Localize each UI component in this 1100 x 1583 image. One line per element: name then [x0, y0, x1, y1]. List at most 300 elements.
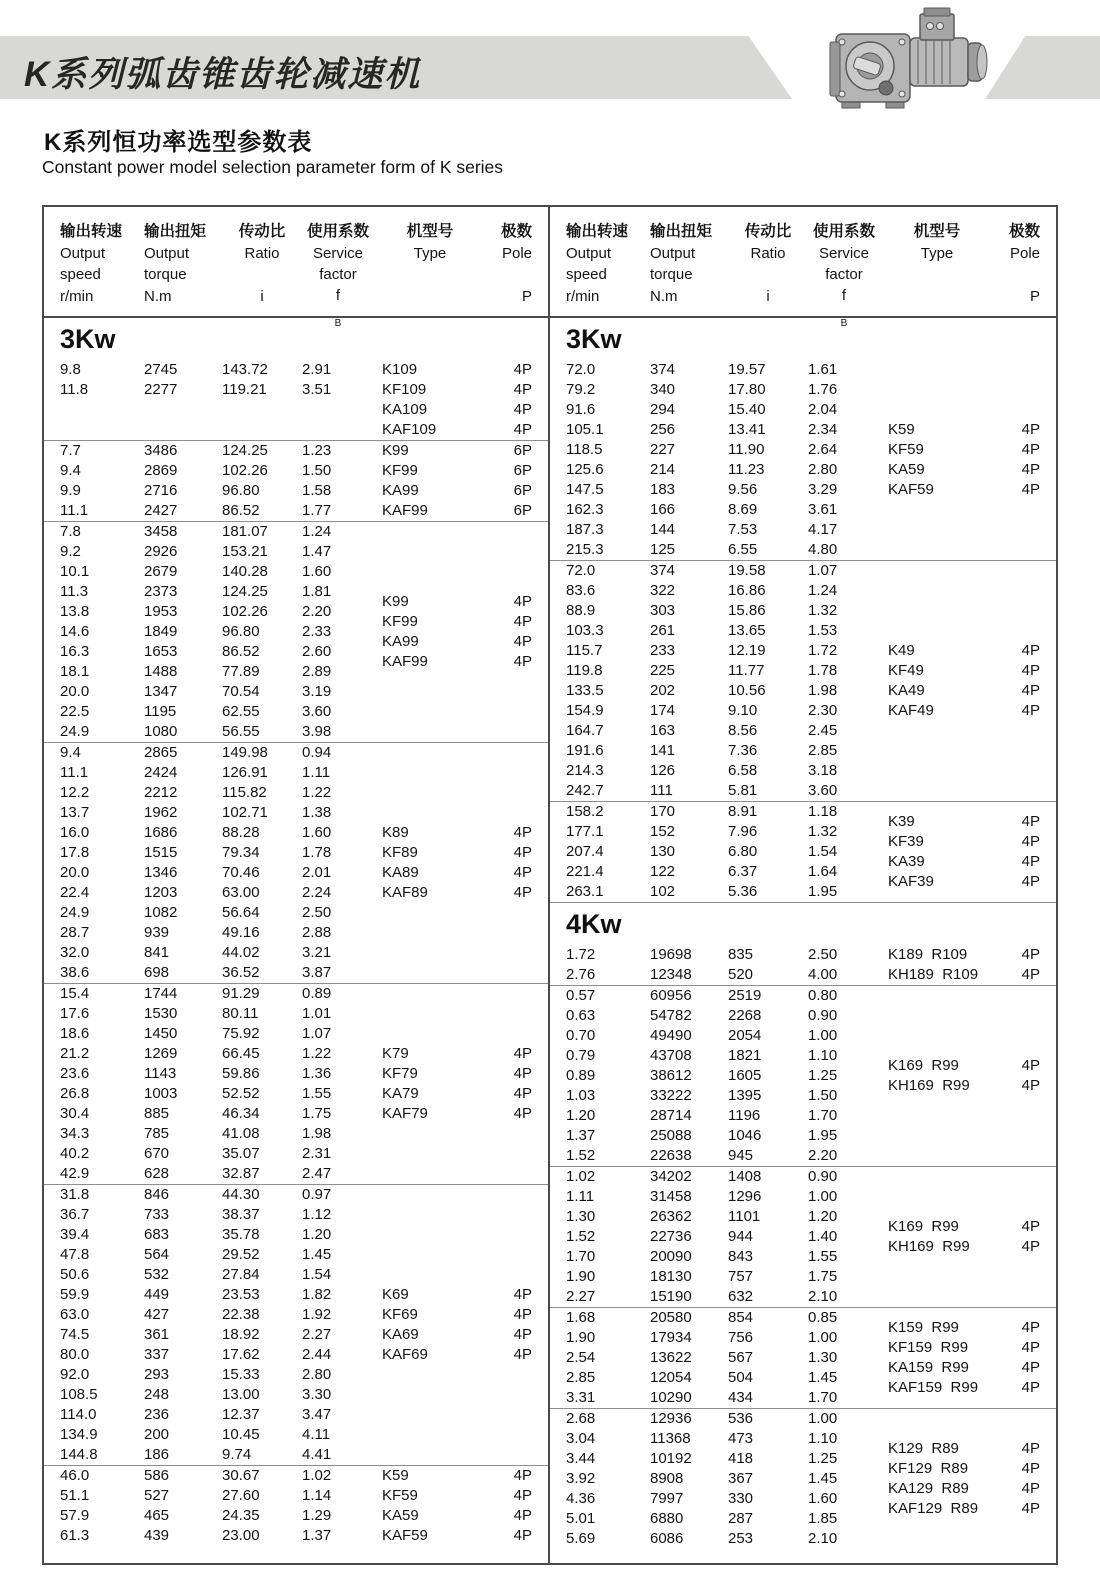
speed-cell: 114.0 [60, 1406, 97, 1423]
factor-cell: 3.47 [302, 1406, 332, 1423]
speed-cell: 10.1 [60, 563, 90, 580]
torque-cell: 248 [144, 1386, 170, 1403]
type-name: K89 [382, 824, 409, 841]
ratio-cell: 88.28 [222, 824, 260, 841]
speed-cell: 80.0 [60, 1346, 90, 1363]
type-list [880, 1167, 1056, 1307]
type-name: K39 [888, 813, 915, 830]
ratio-cell: 29.52 [222, 1246, 260, 1263]
table-row [60, 722, 374, 742]
factor-cell: 1.45 [808, 1369, 838, 1386]
speed-cell: 34.3 [60, 1125, 90, 1142]
banner-right-wedge [985, 36, 1100, 99]
ratio-cell: 15.33 [222, 1366, 260, 1383]
table-group [44, 983, 548, 1184]
torque-cell: 54782 [650, 1007, 692, 1024]
type-name: KF69 [382, 1306, 418, 1323]
type-name: KAF59 [382, 1527, 428, 1544]
type-name: KA109 [382, 401, 428, 418]
type-name: KA89 [382, 864, 419, 881]
type-name: K159 R99 [888, 1319, 959, 1336]
table-row [60, 461, 374, 481]
header-pole: 极数 Pole P [500, 223, 532, 305]
ratio-cell: 8.91 [728, 803, 758, 820]
type-row [382, 1064, 532, 1084]
speed-cell: 158.2 [566, 803, 604, 820]
table-row [566, 1469, 880, 1489]
torque-cell: 31458 [650, 1188, 692, 1205]
table-row [566, 1026, 880, 1046]
torque-cell: 303 [650, 602, 676, 619]
torque-cell: 7997 [650, 1490, 684, 1507]
factor-cell: 2.89 [302, 663, 332, 680]
table-row [60, 923, 374, 943]
factor-cell: 4.11 [302, 1426, 331, 1443]
torque-cell: 698 [144, 964, 170, 981]
header-output-speed: 输出转速 Output speed r/min [566, 223, 629, 305]
type-list [880, 360, 1056, 560]
ratio-cell: 11.23 [728, 461, 765, 478]
speed-cell: 17.6 [60, 1005, 90, 1022]
torque-cell: 322 [650, 582, 676, 599]
factor-cell: 1.30 [808, 1349, 838, 1366]
torque-cell: 1347 [144, 683, 178, 700]
factor-cell: 3.60 [808, 782, 838, 799]
torque-cell: 1530 [144, 1005, 178, 1022]
factor-cell: 1.98 [808, 682, 838, 699]
torque-cell: 885 [144, 1105, 170, 1122]
type-name: K59 [382, 1467, 409, 1484]
pole-value: 4P [1021, 1460, 1040, 1477]
speed-cell: 162.3 [566, 501, 604, 518]
type-name: KF109 [382, 381, 427, 398]
table-row [566, 701, 880, 721]
table-row [566, 641, 880, 661]
factor-cell: 1.64 [808, 863, 838, 880]
speed-cell: 4.36 [566, 1490, 596, 1507]
ratio-cell: 86.52 [222, 643, 260, 660]
torque-cell: 449 [144, 1286, 170, 1303]
type-row [382, 1305, 532, 1325]
torque-cell: 340 [650, 381, 676, 398]
speed-cell: 21.2 [60, 1045, 90, 1062]
table-row [60, 1044, 374, 1064]
factor-cell: 0.85 [808, 1309, 838, 1326]
numeric-rows [44, 360, 374, 440]
factor-cell: 2.50 [302, 904, 332, 921]
ratio-cell: 30.67 [222, 1467, 260, 1484]
type-name: K69 [382, 1286, 409, 1303]
ratio-cell: 9.10 [728, 702, 758, 719]
ratio-cell: 59.86 [222, 1065, 260, 1082]
torque-cell: 527 [144, 1487, 170, 1504]
factor-cell: 3.51 [302, 381, 332, 398]
table-row [60, 1405, 374, 1425]
factor-cell: 1.37 [302, 1527, 332, 1544]
speed-cell: 42.9 [60, 1165, 90, 1182]
type-name: KH169 R99 [888, 1077, 970, 1094]
factor-cell: 2.47 [302, 1165, 332, 1182]
table-row [60, 622, 374, 642]
speed-cell: 0.70 [566, 1027, 596, 1044]
factor-cell: 4.00 [808, 966, 838, 983]
torque-cell: 2373 [144, 583, 178, 600]
table-row [566, 440, 880, 460]
ratio-cell: 35.78 [222, 1226, 260, 1243]
factor-cell: 1.78 [302, 844, 332, 861]
type-row [888, 661, 1040, 681]
torque-cell: 10290 [650, 1389, 692, 1406]
table-row [60, 984, 374, 1004]
ratio-cell: 49.16 [222, 924, 260, 941]
table-row [60, 682, 374, 702]
ratio-cell: 102.26 [222, 462, 268, 479]
factor-cell: 2.34 [808, 421, 838, 438]
type-row [382, 1466, 532, 1486]
table-row [566, 400, 880, 420]
speed-cell: 105.1 [566, 421, 604, 438]
factor-cell: 2.20 [302, 603, 332, 620]
table-row [566, 1409, 880, 1429]
factor-cell: 1.40 [808, 1228, 838, 1245]
factor-cell: 4.41 [302, 1446, 332, 1463]
torque-cell: 141 [650, 742, 676, 759]
type-name: KA59 [382, 1507, 419, 1524]
type-name: KA59 [888, 461, 925, 478]
ratio-cell: 19.58 [728, 562, 766, 579]
table-row [60, 1345, 374, 1365]
speed-cell: 1.37 [566, 1127, 596, 1144]
torque-cell: 18130 [650, 1268, 692, 1285]
torque-cell: 12054 [650, 1369, 692, 1386]
ratio-cell: 1296 [728, 1188, 762, 1205]
torque-cell: 1195 [144, 703, 177, 720]
type-row [888, 1338, 1040, 1358]
gear-reducer-image [828, 4, 1000, 112]
speed-cell: 1.30 [566, 1208, 596, 1225]
speed-cell: 51.1 [60, 1487, 90, 1504]
speed-cell: 1.52 [566, 1228, 596, 1245]
speed-cell: 88.9 [566, 602, 596, 619]
factor-cell: 1.75 [302, 1105, 332, 1122]
type-name: KAF99 [382, 502, 428, 519]
pole-value: 4P [513, 1527, 532, 1544]
pole-value: 4P [1021, 1319, 1040, 1336]
factor-cell: 2.60 [302, 643, 332, 660]
table-row [566, 1126, 880, 1146]
table-row [60, 360, 374, 380]
factor-cell: 2.24 [302, 884, 332, 901]
factor-cell: 1.32 [808, 602, 838, 619]
factor-cell: 0.80 [808, 987, 838, 1004]
table-group [44, 1465, 548, 1546]
speed-cell: 108.5 [60, 1386, 98, 1403]
ratio-cell: 46.34 [222, 1105, 260, 1122]
ratio-cell: 1046 [728, 1127, 762, 1144]
pole-value: 4P [1021, 966, 1040, 983]
table-row [566, 1167, 880, 1187]
type-row [382, 632, 532, 652]
table-row [566, 1449, 880, 1469]
speed-cell: 134.9 [60, 1426, 98, 1443]
speed-cell: 207.4 [566, 843, 604, 860]
factor-cell: 1.23 [302, 442, 332, 459]
factor-cell: 1.58 [302, 482, 332, 499]
factor-cell: 2.10 [808, 1530, 838, 1547]
factor-cell: 1.45 [808, 1470, 838, 1487]
table-row [60, 562, 374, 582]
table-row [60, 903, 374, 923]
ratio-cell: 27.84 [222, 1266, 260, 1283]
table-row [60, 602, 374, 622]
factor-cell: 4.17 [808, 521, 838, 538]
ratio-cell: 843 [728, 1248, 754, 1265]
factor-cell: 1.81 [302, 583, 332, 600]
torque-cell: 6086 [650, 1530, 684, 1547]
type-row [382, 380, 532, 400]
speed-cell: 9.8 [60, 361, 81, 378]
speed-cell: 2.85 [566, 1369, 596, 1386]
pole-value: 4P [1021, 1339, 1040, 1356]
ratio-cell: 756 [728, 1329, 754, 1346]
speed-cell: 28.7 [60, 924, 90, 941]
type-list [880, 986, 1056, 1166]
speed-cell: 36.7 [60, 1206, 90, 1223]
torque-cell: 102 [650, 883, 676, 900]
pole-value: 4P [513, 1065, 532, 1082]
torque-cell: 10192 [650, 1450, 692, 1467]
factor-cell: 0.90 [808, 1168, 838, 1185]
speed-cell: 1.68 [566, 1309, 596, 1326]
pole-value: 4P [1021, 642, 1040, 659]
torque-cell: 12348 [650, 966, 692, 983]
factor-cell: 1.07 [808, 562, 838, 579]
pole-value: 4P [1021, 1500, 1040, 1517]
ratio-cell: 1395 [728, 1087, 762, 1104]
type-row [888, 852, 1040, 872]
speed-cell: 1.90 [566, 1268, 596, 1285]
type-row [888, 1378, 1040, 1398]
factor-cell: 1.07 [302, 1025, 332, 1042]
torque-cell: 20090 [650, 1248, 692, 1265]
table-row [566, 380, 880, 400]
torque-cell: 186 [144, 1446, 170, 1463]
factor-cell: 2.04 [808, 401, 838, 418]
speed-cell: 147.5 [566, 481, 604, 498]
ratio-cell: 418 [728, 1450, 754, 1467]
factor-cell: 1.02 [302, 1467, 332, 1484]
torque-cell: 293 [144, 1366, 170, 1383]
table-group [550, 985, 1056, 1166]
type-row [888, 1237, 1040, 1257]
speed-cell: 103.3 [566, 622, 604, 639]
factor-cell: 1.20 [808, 1208, 838, 1225]
factor-cell: 0.89 [302, 985, 332, 1002]
type-row [888, 1459, 1040, 1479]
type-name: KA39 [888, 853, 925, 870]
table-row [60, 1285, 374, 1305]
ratio-cell: 1821 [728, 1047, 762, 1064]
factor-cell: 1.00 [808, 1410, 838, 1427]
speed-cell: 3.04 [566, 1430, 596, 1447]
speed-cell: 119.8 [566, 662, 603, 679]
parameter-table [42, 205, 1058, 1565]
ratio-cell: 520 [728, 966, 754, 983]
speed-cell: 0.63 [566, 1007, 596, 1024]
factor-cell: 1.50 [302, 462, 332, 479]
table-row [60, 783, 374, 803]
table-row [566, 1046, 880, 1066]
table-row [566, 480, 880, 500]
torque-cell: 214 [650, 461, 676, 478]
speed-cell: 11.8 [60, 381, 89, 398]
torque-cell: 586 [144, 1467, 170, 1484]
type-row [888, 945, 1040, 965]
ratio-cell: 19.57 [728, 361, 766, 378]
type-row [382, 883, 532, 903]
speed-cell: 11.3 [60, 583, 89, 600]
factor-cell: 1.25 [808, 1450, 838, 1467]
table-row [566, 822, 880, 842]
torque-cell: 261 [650, 622, 676, 639]
factor-cell: 1.01 [302, 1005, 332, 1022]
speed-cell: 15.4 [60, 985, 90, 1002]
ratio-cell: 124.25 [222, 442, 268, 459]
type-row [382, 823, 532, 843]
type-row [382, 1084, 532, 1104]
type-row [382, 1285, 532, 1305]
pole-value: 6P [513, 482, 532, 499]
speed-cell: 144.8 [60, 1446, 98, 1463]
type-list [374, 441, 548, 521]
power-section-heading: 3Kw [60, 324, 116, 354]
power-section-heading: 4Kw [550, 902, 1056, 945]
speed-cell: 12.2 [60, 784, 90, 801]
type-row [888, 1499, 1040, 1519]
type-name: KAF79 [382, 1105, 428, 1122]
type-name: KF59 [382, 1487, 418, 1504]
type-name: K59 [888, 421, 915, 438]
table-row [566, 1066, 880, 1086]
ratio-cell: 17.62 [222, 1346, 260, 1363]
ratio-cell: 15.86 [728, 602, 766, 619]
type-name: KA79 [382, 1085, 419, 1102]
factor-cell: 1.54 [808, 843, 838, 860]
ratio-cell: 126.91 [222, 764, 268, 781]
speed-cell: 1.02 [566, 1168, 596, 1185]
type-row [382, 461, 532, 481]
pole-value: 4P [513, 824, 532, 841]
table-row [566, 1368, 880, 1388]
torque-cell: 20580 [650, 1309, 692, 1326]
factor-cell: 1.11 [302, 764, 331, 781]
table-row [60, 863, 374, 883]
type-row [888, 1217, 1040, 1237]
ratio-cell: 757 [728, 1268, 754, 1285]
torque-cell: 1686 [144, 824, 178, 841]
speed-cell: 24.9 [60, 904, 90, 921]
factor-cell: 1.60 [302, 824, 332, 841]
numeric-rows [44, 1466, 374, 1546]
factor-cell: 2.30 [808, 702, 838, 719]
table-row [566, 540, 880, 560]
table-row [566, 681, 880, 701]
ratio-cell: 6.37 [728, 863, 758, 880]
factor-cell: 2.88 [302, 924, 332, 941]
torque-cell: 13622 [650, 1349, 692, 1366]
type-name: KAF129 R89 [888, 1500, 979, 1517]
pole-value: 4P [513, 1105, 532, 1122]
table-row [566, 500, 880, 520]
type-list [880, 561, 1056, 801]
pole-value: 4P [513, 884, 532, 901]
torque-cell: 1203 [144, 884, 178, 901]
speed-cell: 2.54 [566, 1349, 596, 1366]
table-row [60, 1084, 374, 1104]
speed-cell: 9.4 [60, 744, 81, 761]
torque-cell: 1143 [144, 1065, 177, 1082]
type-list [374, 1185, 548, 1465]
table-row [60, 1124, 374, 1144]
table-row [566, 1267, 880, 1287]
speed-cell: 61.3 [60, 1527, 90, 1544]
pole-value: 4P [1021, 1077, 1040, 1094]
power-section-heading: 3Kw [566, 324, 622, 354]
type-name: K129 R89 [888, 1440, 959, 1457]
type-row [888, 812, 1040, 832]
ratio-cell: 63.00 [222, 884, 260, 901]
torque-cell: 439 [144, 1527, 170, 1544]
pole-value: 4P [513, 844, 532, 861]
type-name: KF39 [888, 833, 924, 850]
type-name: KAF49 [888, 702, 934, 719]
ratio-cell: 24.35 [222, 1507, 260, 1524]
torque-cell: 28714 [650, 1107, 692, 1124]
torque-cell: 256 [650, 421, 676, 438]
speed-cell: 2.27 [566, 1288, 596, 1305]
ratio-cell: 632 [728, 1288, 754, 1305]
factor-cell: 1.25 [808, 1067, 838, 1084]
table-body-right [550, 318, 1056, 1549]
table-body-left [44, 318, 548, 1546]
type-row [382, 481, 532, 501]
torque-cell: 8908 [650, 1470, 684, 1487]
ratio-cell: 66.45 [222, 1045, 260, 1062]
type-name: KF159 R99 [888, 1339, 969, 1356]
pole-value: 4P [513, 864, 532, 881]
pole-value: 4P [1021, 853, 1040, 870]
type-list [374, 360, 548, 440]
speed-cell: 72.0 [566, 562, 596, 579]
torque-cell: 3486 [144, 442, 178, 459]
page-title-zh: K系列恒功率选型参数表 [44, 129, 313, 156]
factor-cell: 1.70 [808, 1389, 838, 1406]
torque-cell: 2865 [144, 744, 178, 761]
pole-value: 4P [513, 1507, 532, 1524]
torque-cell: 1003 [144, 1085, 178, 1102]
speed-cell: 1.72 [566, 946, 596, 963]
ratio-cell: 1408 [728, 1168, 762, 1185]
table-group [44, 440, 548, 521]
factor-cell: 1.22 [302, 1045, 332, 1062]
torque-cell: 33222 [650, 1087, 692, 1104]
speed-cell: 3.31 [566, 1389, 596, 1406]
type-name: K169 R99 [888, 1057, 959, 1074]
torque-cell: 22638 [650, 1147, 692, 1164]
speed-cell: 39.4 [60, 1226, 90, 1243]
torque-cell: 841 [144, 944, 170, 961]
type-name: KAF39 [888, 873, 934, 890]
